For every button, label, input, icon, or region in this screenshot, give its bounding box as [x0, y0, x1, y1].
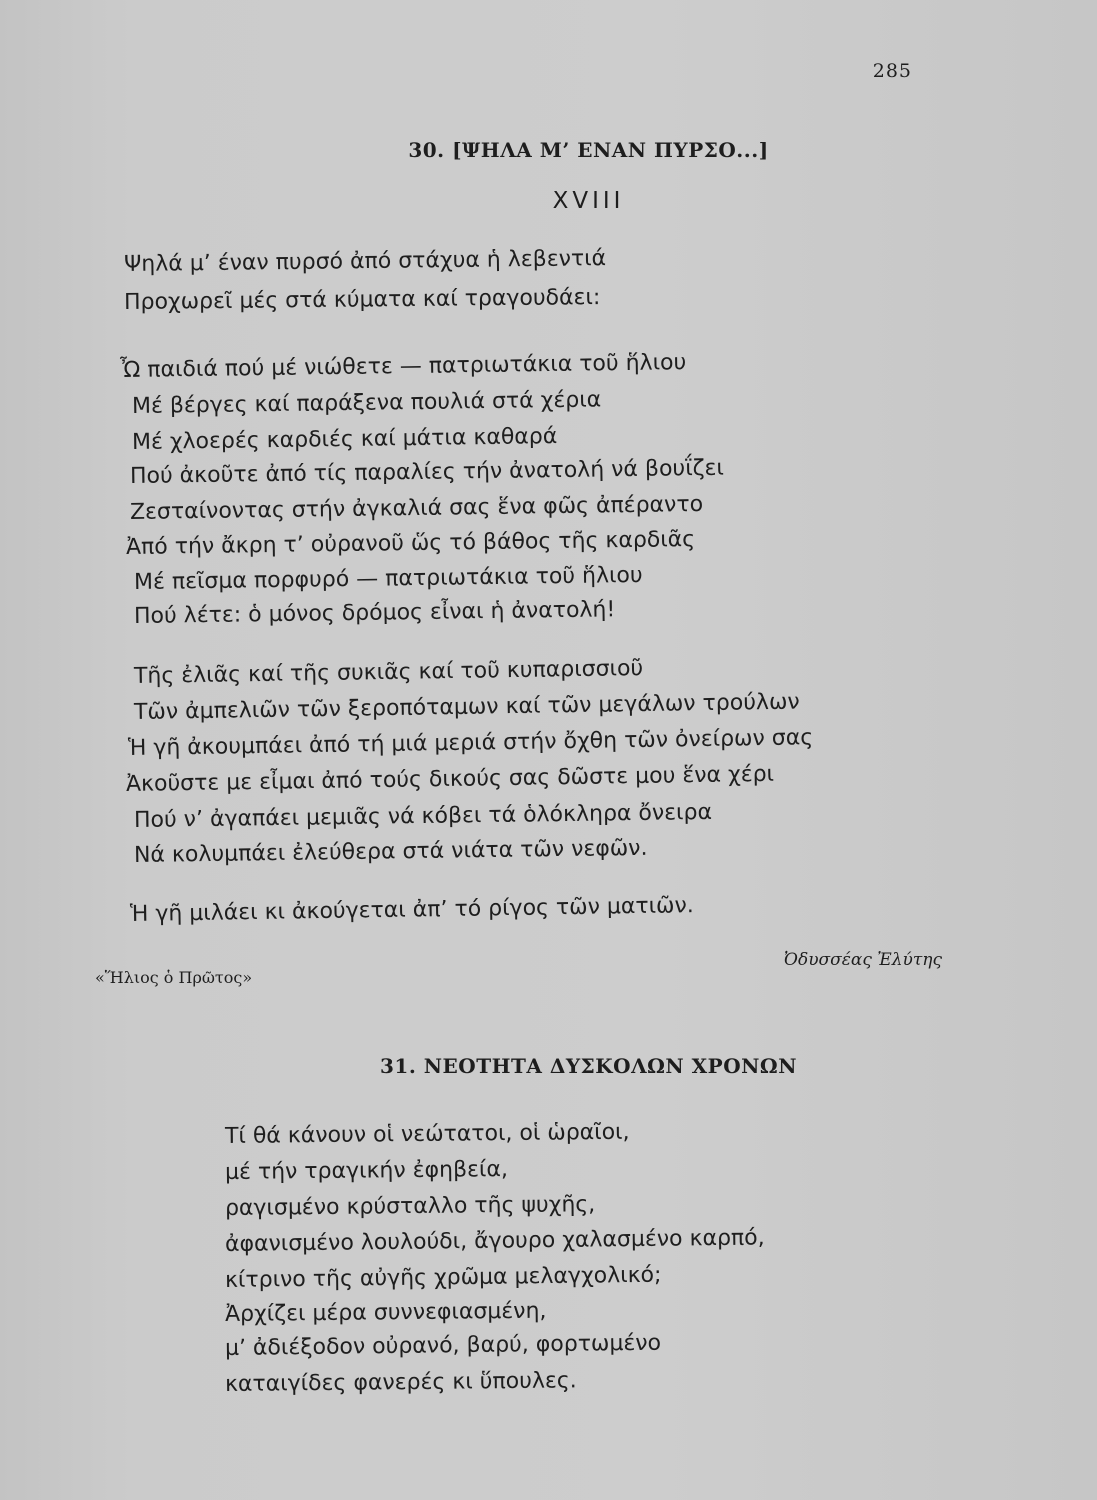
poem-line: Ζεσταίνοντας στήν ἀγκαλιά σας ἕνα φῶς ἀπέραντο	[129, 491, 704, 525]
poem-line: κίτρινο τῆς αὐγῆς χρῶμα μελαγχολικό;	[224, 1262, 662, 1293]
poem-line: Πού λέτε: ὁ μόνος δρόμος εἶναι ἡ ἀνατολή!	[133, 597, 616, 629]
poem-line: Ἡ γῆ μιλάει κι ἀκούγεται ἀπ’ τό ρίγος τῶν ματιῶν.	[129, 893, 694, 927]
poem-30-source: «Ἥλιος ὁ Πρῶτος»	[95, 968, 253, 987]
poem-line: Μέ πεῖσμα πορφυρό — πατριωτάκια τοῦ ἥλιου	[133, 562, 643, 595]
poem-line: μέ τήν τραγικήν ἐφηβεία,	[224, 1157, 509, 1185]
poem-line: Ἡ γῆ ἀκουμπάει ἀπό τή μιά μεριά στήν ὄχθη τῶν ὀνείρων σας	[127, 725, 814, 761]
poem-line: καταιγίδες φανερές κι ὕπουλες.	[224, 1368, 577, 1397]
poem-line: Ψηλά μ’ έναν πυρσό ἀπό στάχυα ἡ λεβεντιά	[123, 246, 607, 277]
poem-line: Ἀκοῦστε με εἶμαι ἀπό τούς δικούς σας δῶστε μου ἕνα χέρι	[125, 761, 775, 797]
poem-line: Προχωρεῖ μές στά κύματα καί τραγουδάει:	[123, 285, 601, 315]
poem-line: Ἀπό τήν ἄκρη τ’ οὐρανοῦ ὥς τό βάθος τῆς καρδιᾶς	[125, 527, 696, 560]
poem-30-author: Ὀδυσσέας Ἐλύτης	[784, 950, 942, 970]
poem-line: Ὦ παιδιά πού μέ νιώθετε — πατριωτάκια τοῦ ἥλιου	[119, 350, 687, 383]
poem-line: μ’ ἀδιέξοδον οὐρανό, βαρύ, φορτωμένο	[224, 1330, 662, 1361]
page-number: 285	[872, 60, 912, 82]
poem-line: Ἀρχίζει μέρα συννεφιασμένη,	[224, 1298, 547, 1327]
poem-line: Πού ἀκοῦτε ἀπό τίς παραλίες τήν ἀνατολή νά βουΐζει	[129, 455, 725, 489]
poem-line: ραγισμένο κρύσταλλο τῆς ψυχῆς,	[224, 1192, 596, 1221]
poem-30-title: 30. [ΨΗΛΑ Μ’ ΕΝΑΝ ΠΥΡΣΟ...]	[408, 138, 769, 162]
poem-31-title: 31. ΝΕΟΤΗΤΑ ΔΥΣΚΟΛΩΝ ΧΡΟΝΩΝ	[380, 1054, 797, 1078]
poem-line: Νά κολυμπάει ἐλεύθερα στά νιάτα τῶν νεφῶν.	[133, 835, 648, 868]
poem-line: Τί θά κάνουν οἱ νεώτατοι, οἱ ὡραῖοι,	[224, 1119, 630, 1149]
poem-line: Πού ν’ ἀγαπάει μεμιᾶς νά κόβει τά ὁλόκληρα ὄνειρα	[133, 799, 713, 833]
poem-line: Τῶν ἀμπελιῶν τῶν ξεροπόταμων καί τῶν μεγάλων τρούλων	[133, 689, 800, 725]
poem-line: ἀφανισμένο λουλούδι, ἄγουρο χαλασμένο καρπό,	[224, 1225, 765, 1257]
poem-line: Μέ χλοερές καρδιές καί μάτια καθαρά	[131, 424, 558, 455]
poem-line: Τῆς ἐλιᾶς καί τῆς συκιᾶς καί τοῦ κυπαρισσιοῦ	[133, 656, 644, 689]
poem-30-section-number: XVIII	[552, 188, 625, 214]
poem-line: Μέ βέργες καί παράξενα πουλιά στά χέρια	[131, 387, 602, 419]
